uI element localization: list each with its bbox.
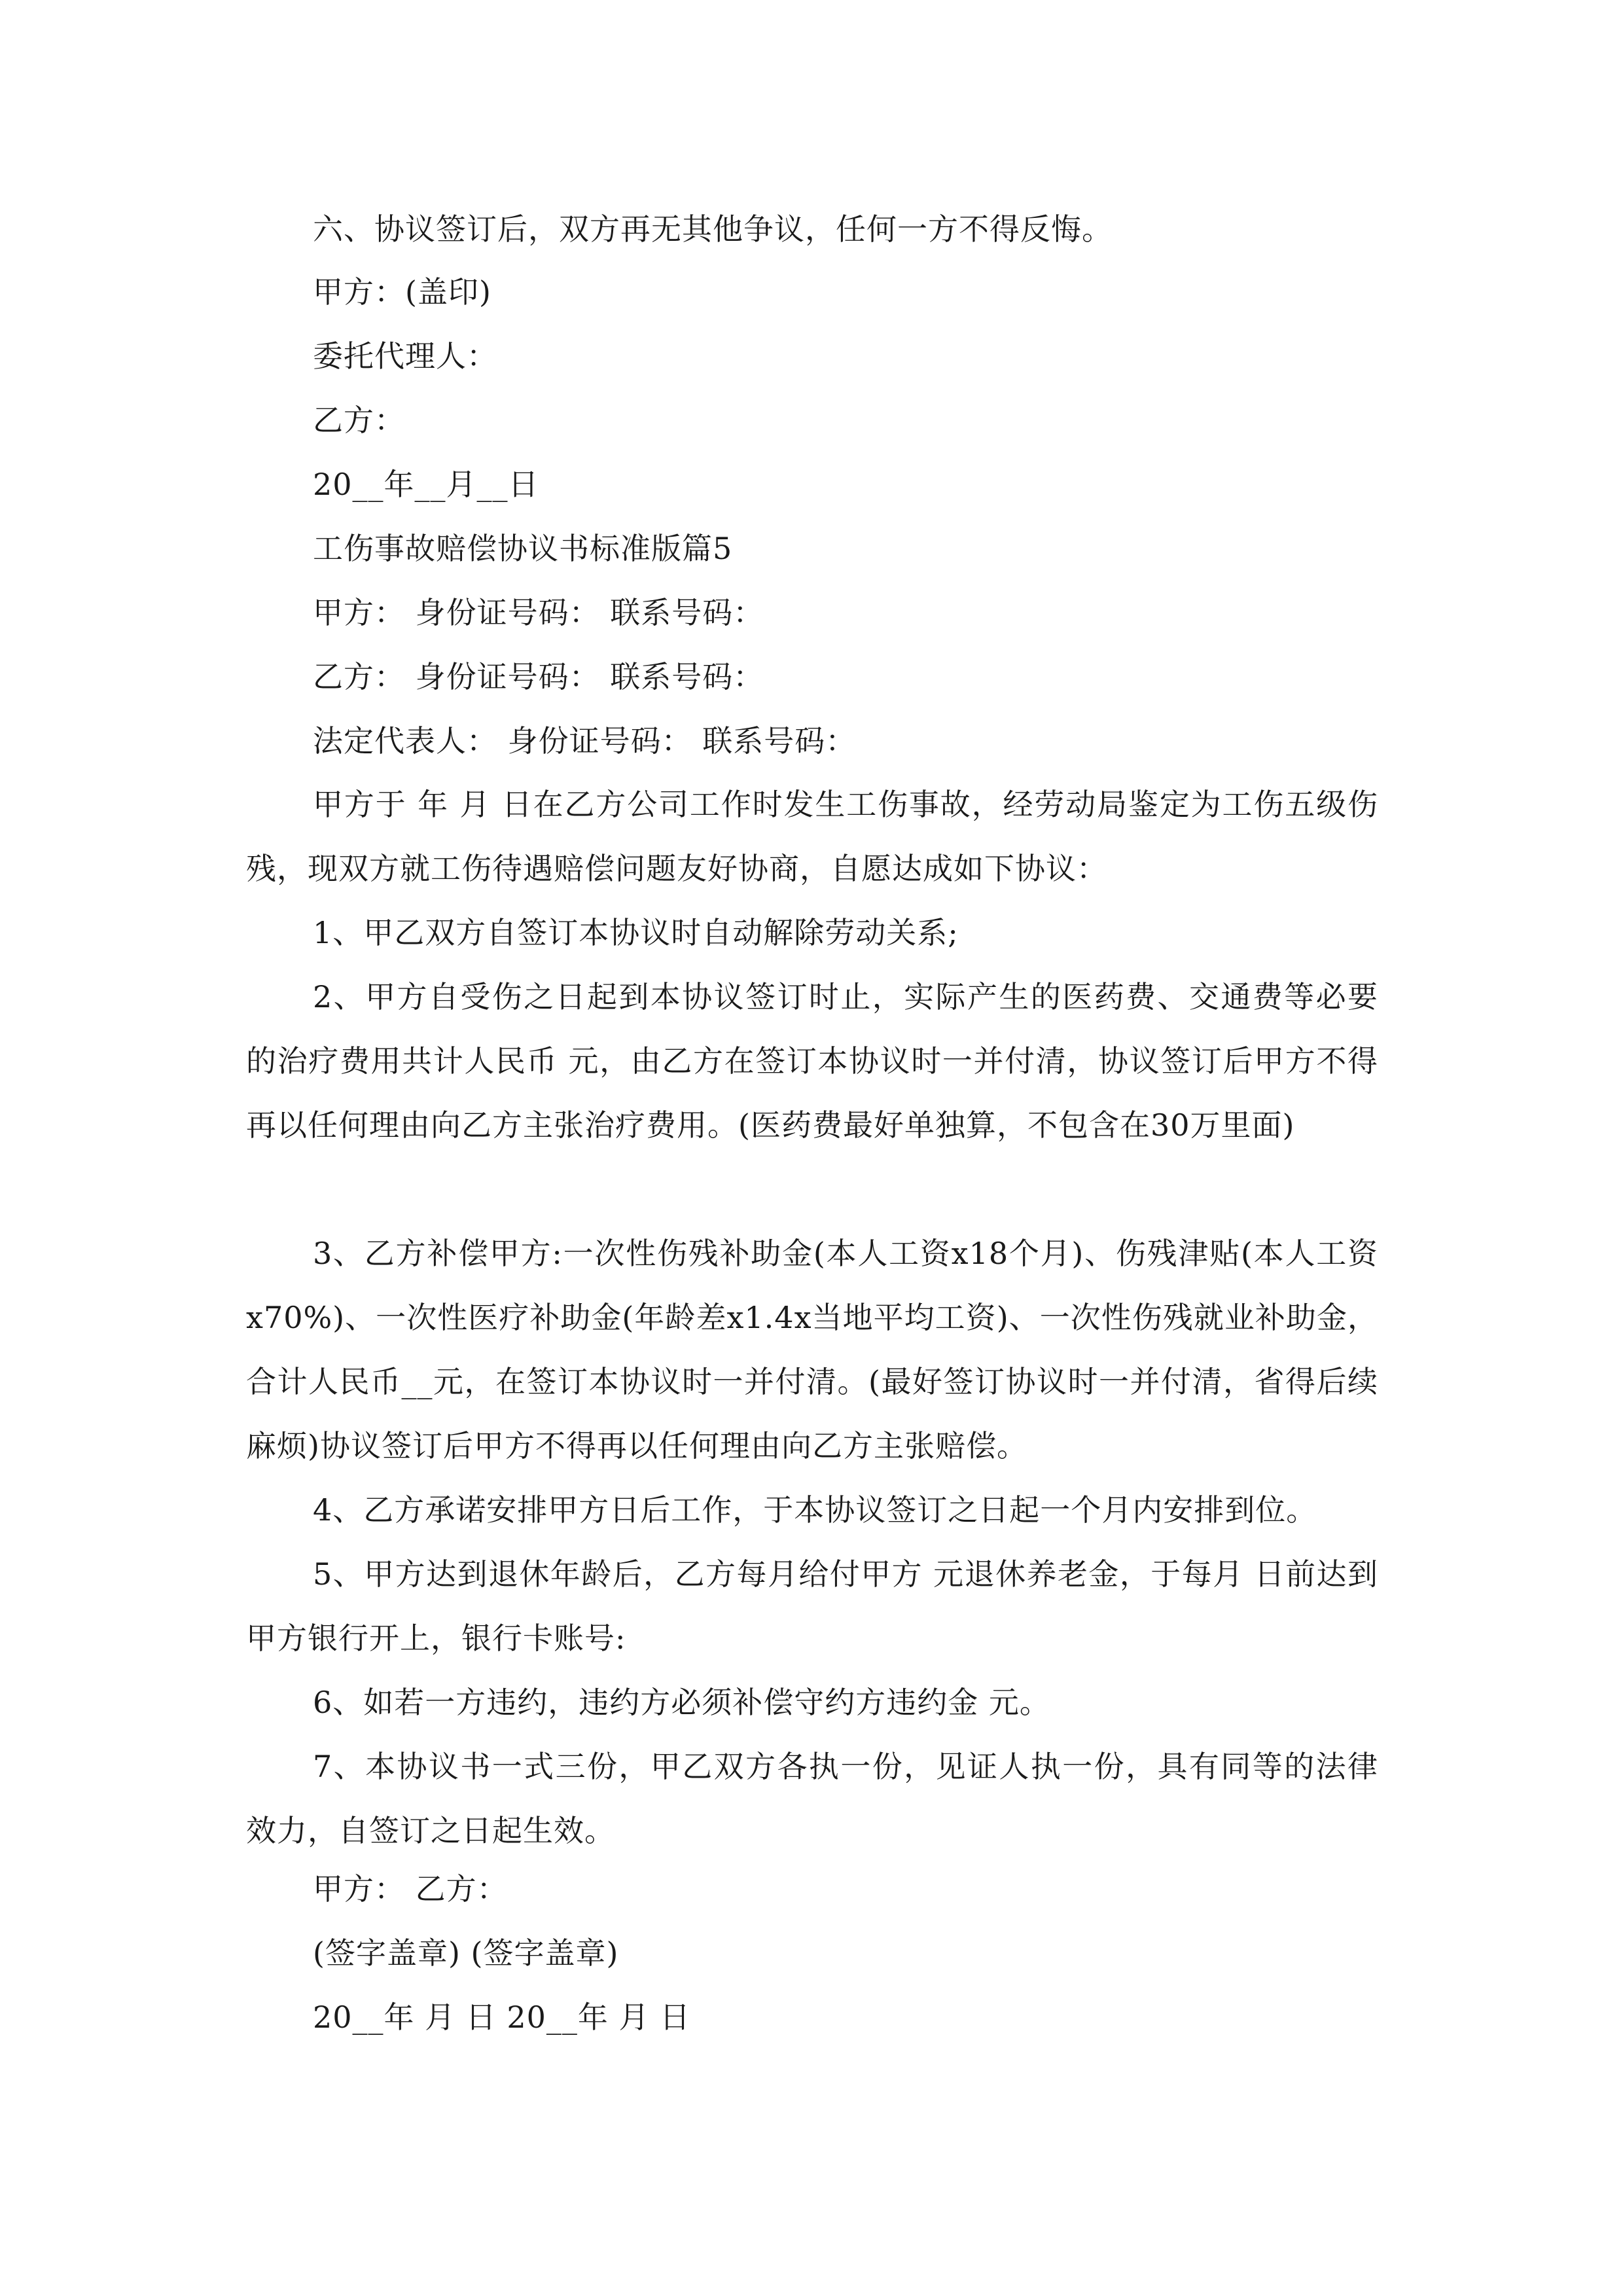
signature-parties-line: 甲方： 乙方： <box>313 1871 508 1907</box>
clause-6-line: 六、协议签订后，双方再无其他争议，任何一方不得反悔。 <box>313 211 1113 247</box>
party-a-seal-line: 甲方：(盖印) <box>313 274 491 310</box>
party-b-info-line: 乙方： 身份证号码： 联系号码： <box>313 659 764 694</box>
clause-1-paragraph: 1、甲乙双方自签订本协议时自动解除劳动关系; <box>313 915 959 950</box>
date-line: 20__年__月__日 <box>313 467 539 502</box>
signature-stamp-line: (签字盖章) (签字盖章) <box>313 1935 619 1971</box>
clause-7-paragraph: 7、本协议书一式三份，甲乙双方各执一份，见证人执一份，具有同等的法律效力，自签订之日起生效。 <box>246 1749 1378 1848</box>
clause-3-paragraph: 3、乙方补偿甲方:一次性伤残补助金(本人工资x18个月)、伤残津贴(本人工资x70%)、一次性医疗补助金(年龄差x1.4x当地平均工资)、一次性伤残就业补助金，合计人民币__元，在签订本协议时一并付清。(最好签订协议时一并付清，省得后续麻烦)协议签订后甲方不得再以任何理由向乙方主张赔偿。 <box>246 1236 1378 1463</box>
clause-2-paragraph: 2、甲方自受伤之日起到本协议签订时止，实际产生的医药费、交通费等必要的治疗费用共计人民币 元，由乙方在签订本协议时一并付清，协议签订后甲方不得再以任何理由向乙方主张治疗费用。(医药费最好单独算，不包含在30万里面) <box>246 979 1378 1143</box>
signature-date-line: 20__年 月 日 20__年 月 日 <box>313 2000 691 2035</box>
clause-6-paragraph: 6、如若一方违约，违约方必须补偿守约方违约金 元。 <box>313 1685 1050 1720</box>
agent-line: 委托代理人： <box>313 338 497 374</box>
party-b-line: 乙方： <box>313 403 405 438</box>
clause-5-paragraph: 5、甲方达到退休年龄后，乙方每月给付甲方 元退休养老金，于每月 日前达到甲方银行开上，银行卡账号: <box>246 1556 1378 1656</box>
intro-paragraph: 甲方于 年 月 日在乙方公司工作时发生工伤事故，经劳动局鉴定为工伤五级伤残，现双方就工伤待遇赔偿问题友好协商，自愿达成如下协议： <box>246 787 1378 886</box>
section-title: 工伤事故赔偿协议书标准版篇5 <box>313 531 733 566</box>
legal-rep-info-line: 法定代表人： 身份证号码： 联系号码： <box>313 723 857 759</box>
party-a-info-line: 甲方： 身份证号码： 联系号码： <box>313 595 764 630</box>
clause-4-paragraph: 4、乙方承诺安排甲方日后工作，于本协议签订之日起一个月内安排到位。 <box>313 1492 1317 1528</box>
